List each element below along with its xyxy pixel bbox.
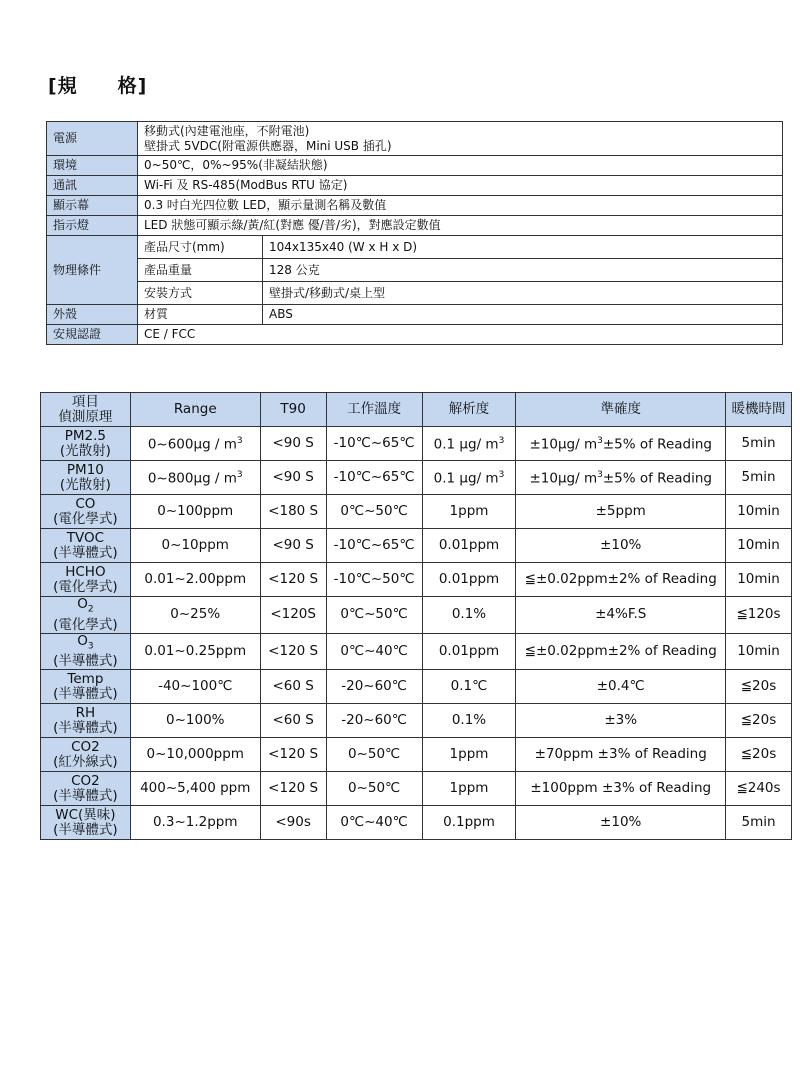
sensor-name xyxy=(43,597,128,618)
cell-accuracy-text: ±3% xyxy=(604,712,638,729)
cell-range-superscript: 3 xyxy=(236,470,243,481)
header-accuracy: 準確度 xyxy=(516,393,726,427)
table-row xyxy=(41,772,792,806)
sensor-name-text: O xyxy=(77,632,88,649)
cell-range-text: 0.01~0.25ppm xyxy=(144,643,247,660)
cell-temp-text: -10℃~50℃ xyxy=(333,571,415,587)
cell-resolution xyxy=(422,529,516,563)
cell-accuracy-tail: ±5% of Reading xyxy=(602,436,712,453)
cell-item xyxy=(41,772,131,806)
cell-temp-text: 0~50℃ xyxy=(347,780,401,797)
cell-accuracy xyxy=(516,704,726,738)
cell-item xyxy=(41,563,131,597)
spec-sublabel-weight: 產品重量 xyxy=(138,259,263,282)
cell-resolution xyxy=(422,772,516,806)
table-row xyxy=(41,427,792,461)
sensor-name-subscript: 3 xyxy=(87,641,94,652)
cell-range-text: 0~10,000ppm xyxy=(146,746,244,763)
cell-warmup xyxy=(726,633,792,670)
cell-accuracy-text: ±10μg/ m xyxy=(529,470,598,487)
cell-temp xyxy=(326,806,422,840)
spec-row-size xyxy=(47,236,783,259)
cell-t90-text: <60 S xyxy=(272,678,314,695)
spec-value-weight: 128 公克 xyxy=(263,259,783,282)
cell-t90-text: <120S xyxy=(270,606,316,623)
cell-resolution xyxy=(422,806,516,840)
cell-item xyxy=(41,461,131,495)
spec-value-env: 0~50℃，0%~95%(非凝結狀態) xyxy=(138,156,783,176)
sensor-principle: (半導體式) xyxy=(53,821,118,838)
cell-range-text: 0~600μg / m xyxy=(147,436,237,453)
table-row xyxy=(41,495,792,529)
cell-item xyxy=(41,495,131,529)
cell-temp-text: 0℃~50℃ xyxy=(340,503,408,519)
sensor-name-text: CO2 xyxy=(71,738,100,755)
sensor-principle: (半導體式) xyxy=(53,787,118,804)
cell-warmup xyxy=(726,806,792,840)
cell-t90 xyxy=(260,670,326,704)
cell-accuracy-text: ≦±0.02ppm±2% of Reading xyxy=(524,643,717,660)
cell-t90 xyxy=(260,563,326,597)
sensor-name xyxy=(43,634,128,655)
spec-value-display: 0.3 吋白光四位數 LED，顯示量測名稱及數值 xyxy=(138,196,783,216)
sensor-name-text: CO xyxy=(75,495,96,512)
cell-t90-text: <90 S xyxy=(272,469,314,485)
table-row xyxy=(41,461,792,495)
cell-accuracy xyxy=(516,738,726,772)
table-row xyxy=(41,670,792,704)
cell-warmup xyxy=(726,427,792,461)
cell-warmup-text: 10min xyxy=(737,503,780,519)
cell-range-text: 0~800μg / m xyxy=(147,470,237,487)
cell-t90 xyxy=(260,772,326,806)
table-row xyxy=(41,806,792,840)
cell-accuracy-text: ±10% xyxy=(600,537,642,553)
cell-warmup xyxy=(726,563,792,597)
cell-resolution xyxy=(422,670,516,704)
sensor-principle: (電化學式) xyxy=(53,616,118,633)
cell-accuracy-superscript: 3 xyxy=(597,470,603,481)
spec-value-power xyxy=(138,122,783,156)
cell-warmup-text: 5min xyxy=(741,469,776,485)
spec-table xyxy=(46,121,783,345)
cell-accuracy-text: ±10% xyxy=(600,814,642,831)
spec-row-comm xyxy=(47,176,783,196)
cell-t90 xyxy=(260,806,326,840)
cell-range xyxy=(130,806,260,840)
cell-warmup xyxy=(726,495,792,529)
cell-resolution-text: 1ppm xyxy=(449,746,489,763)
spec-row-power xyxy=(47,122,783,156)
spec-row-mount xyxy=(47,282,783,305)
cell-t90 xyxy=(260,529,326,563)
cell-resolution-text: 0.1% xyxy=(451,712,487,729)
cell-item xyxy=(41,670,131,704)
cell-t90 xyxy=(260,427,326,461)
cell-temp xyxy=(326,633,422,670)
cell-resolution xyxy=(422,495,516,529)
cell-accuracy-text: ±70ppm ±3% of Reading xyxy=(534,746,707,763)
sensor-name xyxy=(43,429,128,444)
power-line-2: 壁掛式 5VDC(附電源供應器，Mini USB 插孔) xyxy=(144,138,392,153)
cell-range xyxy=(130,563,260,597)
cell-temp xyxy=(326,529,422,563)
sensor-principle: (電化學式) xyxy=(53,578,118,595)
spec-value-indicator: LED 狀態可顯示綠/黃/紅(對應 優/普/劣)，對應設定數值 xyxy=(138,216,783,236)
cell-t90-text: <90 S xyxy=(272,537,314,553)
cell-resolution xyxy=(422,738,516,772)
sensor-name-text: HCHO xyxy=(65,563,106,580)
spec-label-indicator: 指示燈 xyxy=(47,216,138,236)
cell-range xyxy=(130,738,260,772)
sensor-name-text: Temp xyxy=(67,670,104,687)
cell-t90 xyxy=(260,461,326,495)
cell-range-text: 400~5,400 ppm xyxy=(140,780,251,797)
cell-accuracy xyxy=(516,495,726,529)
cell-temp-text: 0~50℃ xyxy=(347,746,401,763)
sensor-name-subscript: 2 xyxy=(87,604,94,615)
cell-range xyxy=(130,772,260,806)
cell-resolution-text: 0.1 μg/ m xyxy=(433,470,499,487)
cell-warmup xyxy=(726,461,792,495)
cell-warmup-text: 10min xyxy=(737,571,780,587)
cell-range xyxy=(130,529,260,563)
cell-item xyxy=(41,704,131,738)
cell-temp-text: -20~60℃ xyxy=(341,678,407,695)
cell-accuracy-tail: ±5% of Reading xyxy=(602,470,712,487)
sensor-name-text: WC(異味) xyxy=(55,806,116,823)
cell-warmup-text: ≦20s xyxy=(740,746,777,763)
cell-accuracy-text: ±0.4℃ xyxy=(596,678,645,695)
spec-row-indicator xyxy=(47,216,783,236)
header-item-label: 項目 xyxy=(71,393,99,410)
spec-label-physical: 物理條件 xyxy=(47,236,138,305)
sensor-header-row xyxy=(41,393,792,427)
cell-temp-text: 0℃~40℃ xyxy=(340,643,408,660)
cell-item xyxy=(41,427,131,461)
cell-accuracy-text: ≦±0.02ppm±2% of Reading xyxy=(524,571,717,587)
cell-item xyxy=(41,738,131,772)
spec-value-mount: 壁掛式/移動式/桌上型 xyxy=(263,282,783,305)
cell-t90-text: <90 S xyxy=(272,435,314,451)
sensor-name-text: PM10 xyxy=(66,461,104,478)
cell-accuracy-text: ±10μg/ m xyxy=(529,436,598,453)
sensor-name-text: O xyxy=(77,596,88,612)
cell-resolution-text: 0.01ppm xyxy=(438,643,500,660)
sensor-principle: (半導體式) xyxy=(53,685,118,702)
spec-value-cert: CE / FCC xyxy=(138,325,783,345)
header-principle-label: 偵測原理 xyxy=(58,408,113,425)
page-title: [規 格] xyxy=(48,75,148,97)
spec-label-cert: 安規認證 xyxy=(47,325,138,345)
cell-accuracy xyxy=(516,563,726,597)
cell-range-text: 0~100% xyxy=(165,712,225,729)
cell-range-text: 0.01~2.00ppm xyxy=(144,571,247,587)
cell-temp-text: 0℃~40℃ xyxy=(340,814,408,831)
spec-row-weight xyxy=(47,259,783,282)
cell-accuracy xyxy=(516,427,726,461)
cell-warmup-text: ≦20s xyxy=(740,678,777,695)
spec-row-case xyxy=(47,305,783,325)
sensor-name xyxy=(43,672,128,687)
cell-resolution-text: 0.01ppm xyxy=(438,571,500,587)
power-line-1: 移動式(內建電池座，不附電池) xyxy=(144,123,310,138)
cell-temp xyxy=(326,597,422,634)
cell-temp xyxy=(326,670,422,704)
cell-temp xyxy=(326,563,422,597)
cell-t90-text: <120 S xyxy=(268,780,319,797)
cell-resolution-text: 0.01ppm xyxy=(438,537,500,553)
cell-accuracy-text: ±5ppm xyxy=(595,503,646,519)
cell-t90 xyxy=(260,495,326,529)
spec-label-case: 外殼 xyxy=(47,305,138,325)
cell-t90 xyxy=(260,704,326,738)
cell-range-text: 0~10ppm xyxy=(161,537,229,553)
cell-temp xyxy=(326,495,422,529)
cell-range-text: 0.3~1.2ppm xyxy=(152,814,238,831)
cell-resolution-text: 0.1℃ xyxy=(450,678,488,695)
header-warmup: 暖機時間 xyxy=(726,393,792,427)
cell-range xyxy=(130,670,260,704)
spec-label-power: 電源 xyxy=(47,122,138,156)
sensor-name xyxy=(43,706,128,721)
table-row xyxy=(41,529,792,563)
spec-row-display xyxy=(47,196,783,216)
spec-value-material: ABS xyxy=(263,305,783,325)
cell-resolution xyxy=(422,633,516,670)
cell-t90-text: <120 S xyxy=(268,746,319,763)
cell-warmup xyxy=(726,597,792,634)
table-row xyxy=(41,633,792,670)
table-row xyxy=(41,738,792,772)
cell-range xyxy=(130,633,260,670)
spec-label-comm: 通訊 xyxy=(47,176,138,196)
cell-warmup-text: 5min xyxy=(741,814,776,831)
cell-range xyxy=(130,427,260,461)
cell-accuracy-text: ±100ppm ±3% of Reading xyxy=(530,780,712,797)
cell-t90-text: <120 S xyxy=(268,571,319,587)
cell-warmup xyxy=(726,670,792,704)
cell-resolution-text: 1ppm xyxy=(449,503,489,519)
cell-range xyxy=(130,461,260,495)
cell-range xyxy=(130,704,260,738)
sensor-body xyxy=(41,427,792,840)
cell-temp-text: -10℃~65℃ xyxy=(333,435,415,451)
cell-resolution-superscript: 3 xyxy=(498,436,505,447)
cell-resolution-text: 0.1ppm xyxy=(443,814,495,831)
cell-t90-text: <120 S xyxy=(268,643,319,660)
sensor-name-text: RH xyxy=(75,704,96,721)
cell-temp-text: -20~60℃ xyxy=(341,712,407,729)
sensor-name-text: CO2 xyxy=(71,772,100,789)
cell-accuracy-superscript: 3 xyxy=(597,436,603,447)
cell-warmup-text: ≦240s xyxy=(736,780,781,797)
header-temp: 工作溫度 xyxy=(326,393,422,427)
sensor-name xyxy=(43,808,128,823)
sensor-name-text: TVOC xyxy=(66,529,105,546)
cell-range-superscript: 3 xyxy=(236,436,243,447)
sensor-name-text: PM2.5 xyxy=(64,427,107,444)
cell-accuracy xyxy=(516,633,726,670)
cell-t90 xyxy=(260,597,326,634)
sensor-table xyxy=(40,392,792,840)
cell-resolution xyxy=(422,563,516,597)
cell-warmup xyxy=(726,738,792,772)
cell-resolution xyxy=(422,461,516,495)
cell-resolution xyxy=(422,427,516,461)
header-t90: T90 xyxy=(260,393,326,427)
cell-temp xyxy=(326,772,422,806)
sensor-name xyxy=(43,463,128,478)
sensor-principle: (紅外線式) xyxy=(53,753,118,770)
cell-resolution-text: 0.1 μg/ m xyxy=(433,436,499,453)
cell-temp-text: -10℃~65℃ xyxy=(333,537,415,553)
sensor-principle: (電化學式) xyxy=(53,510,118,527)
cell-item xyxy=(41,529,131,563)
spec-row-env xyxy=(47,156,783,176)
cell-temp-text: 0℃~50℃ xyxy=(340,606,408,623)
sensor-principle: (半導體式) xyxy=(53,719,118,736)
sensor-name xyxy=(43,497,128,512)
cell-range-text: 0~25% xyxy=(170,606,221,623)
sensor-principle: (光散射) xyxy=(59,476,111,493)
cell-item xyxy=(41,806,131,840)
spec-value-comm: Wi-Fi 及 RS-485(ModBus RTU 協定) xyxy=(138,176,783,196)
cell-t90-text: <90s xyxy=(275,814,311,831)
cell-temp xyxy=(326,704,422,738)
spec-sublabel-mount: 安裝方式 xyxy=(138,282,263,305)
spec-sublabel-material: 材質 xyxy=(138,305,263,325)
cell-range-text: -40~100℃ xyxy=(158,678,233,695)
cell-t90 xyxy=(260,633,326,670)
cell-t90-text: <180 S xyxy=(268,503,319,519)
cell-accuracy xyxy=(516,461,726,495)
spec-row-cert xyxy=(47,325,783,345)
table-row xyxy=(41,597,792,634)
cell-warmup-text: ≦20s xyxy=(740,712,777,729)
spec-label-display: 顯示幕 xyxy=(47,196,138,216)
cell-resolution xyxy=(422,704,516,738)
cell-resolution-superscript: 3 xyxy=(498,470,505,481)
cell-accuracy xyxy=(516,597,726,634)
table-row xyxy=(41,563,792,597)
spec-sublabel-size: 產品尺寸(mm) xyxy=(138,236,263,259)
sensor-name xyxy=(43,565,128,580)
cell-warmup xyxy=(726,772,792,806)
cell-warmup-text: 5min xyxy=(741,435,776,451)
sensor-principle: (光散射) xyxy=(59,442,111,459)
cell-temp-text: -10℃~65℃ xyxy=(333,469,415,485)
cell-t90-text: <60 S xyxy=(272,712,314,729)
cell-resolution-text: 0.1% xyxy=(451,606,487,623)
cell-accuracy xyxy=(516,670,726,704)
cell-t90 xyxy=(260,738,326,772)
cell-accuracy xyxy=(516,772,726,806)
cell-accuracy-text: ±4%F.S xyxy=(595,606,647,623)
sensor-name xyxy=(43,531,128,546)
cell-temp xyxy=(326,738,422,772)
cell-warmup xyxy=(726,704,792,738)
header-item xyxy=(41,393,131,427)
cell-temp xyxy=(326,427,422,461)
cell-resolution xyxy=(422,597,516,634)
cell-warmup xyxy=(726,529,792,563)
sensor-principle: (半導體式) xyxy=(53,544,118,561)
sensor-name xyxy=(43,774,128,789)
header-range: Range xyxy=(130,393,260,427)
cell-item xyxy=(41,633,131,670)
cell-resolution-text: 1ppm xyxy=(449,780,489,797)
cell-warmup-text: ≦120s xyxy=(736,606,781,623)
cell-temp xyxy=(326,461,422,495)
sensor-principle: (半導體式) xyxy=(53,653,118,670)
cell-range-text: 0~100ppm xyxy=(157,503,234,519)
cell-range xyxy=(130,495,260,529)
header-resolution: 解析度 xyxy=(422,393,516,427)
cell-range xyxy=(130,597,260,634)
cell-item xyxy=(41,597,131,634)
sensor-name xyxy=(43,740,128,755)
cell-warmup-text: 10min xyxy=(737,537,780,553)
spec-value-size: 104x135x40 (W x H x D) xyxy=(263,236,783,259)
cell-warmup-text: 10min xyxy=(737,643,780,660)
cell-accuracy xyxy=(516,806,726,840)
cell-accuracy xyxy=(516,529,726,563)
table-row xyxy=(41,704,792,738)
spec-label-env: 環境 xyxy=(47,156,138,176)
